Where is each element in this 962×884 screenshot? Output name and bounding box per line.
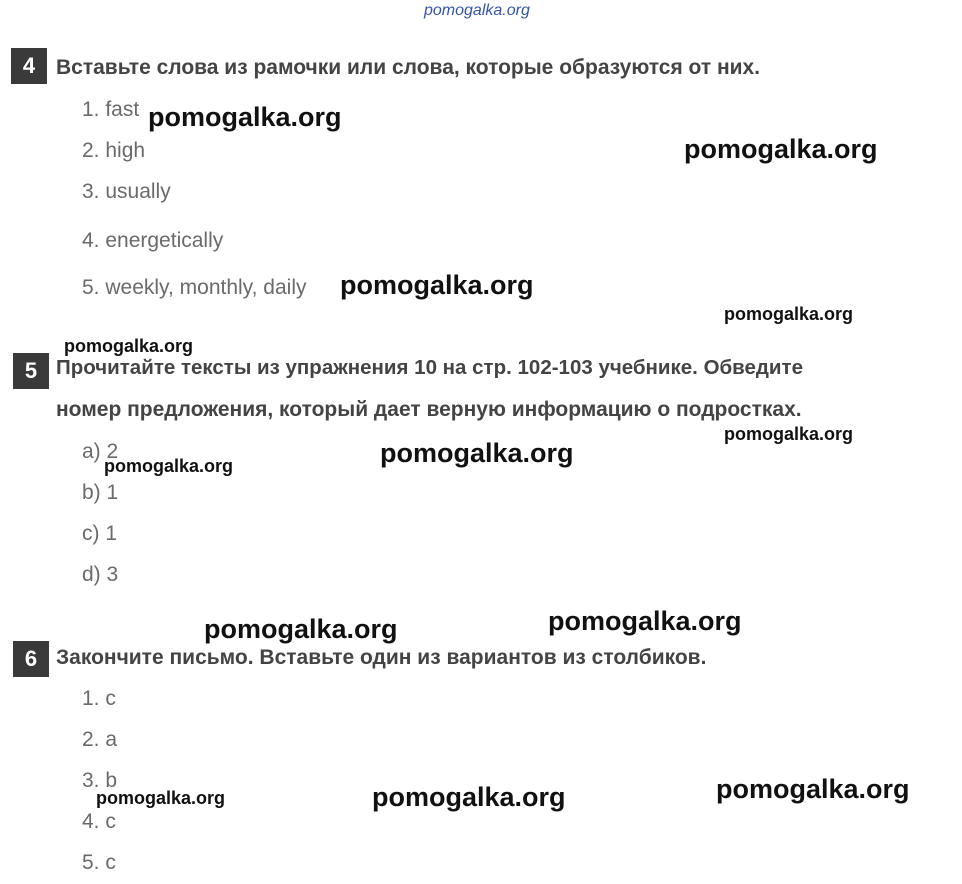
exercise-4-number: 4 xyxy=(11,48,47,84)
exercise-4-instruction: Вставьте слова из рамочки или слова, которые образуются от них. xyxy=(56,56,761,79)
exercise-4-answer-1: 1. fast xyxy=(82,98,140,121)
exercise-5-answer-c: c) 1 xyxy=(82,522,118,545)
watermark: pomogalka.org xyxy=(684,134,878,164)
exercise-6-answer-1: 1. c xyxy=(82,687,116,710)
exercise-6-answer-3: 3. b xyxy=(82,769,118,792)
header-site-label: pomogalka.org xyxy=(424,2,530,19)
watermark: pomogalka.org xyxy=(148,102,342,132)
exercise-6-answer-4: 4. c xyxy=(82,810,116,833)
exercise-4-answer-3: 3. usually xyxy=(82,180,171,203)
exercise-5-answer-d: d) 3 xyxy=(82,563,119,586)
exercise-5-number: 5 xyxy=(13,353,49,389)
exercise-4-answer-4: 4. energetically xyxy=(82,229,224,252)
watermark: pomogalka.org xyxy=(372,782,566,812)
exercise-5-instruction-line-2: номер предложения, который дает верную информацию о подростках. xyxy=(56,398,802,421)
exercise-5-instruction-line-1: Прочитайте тексты из упражнения 10 на стр. 102-103 учебнике. Обведите xyxy=(56,356,803,379)
watermark: pomogalka.org xyxy=(380,438,574,468)
exercise-6-number: 6 xyxy=(13,641,49,677)
exercise-6-instruction: Закончите письмо. Вставьте один из вариантов из столбиков. xyxy=(56,646,707,669)
watermark: pomogalka.org xyxy=(548,606,742,636)
watermark: pomogalka.org xyxy=(64,336,194,356)
exercise-6-answer-2: 2. a xyxy=(82,728,118,751)
watermark: pomogalka.org xyxy=(104,456,234,476)
exercise-6-answer-5: 5. c xyxy=(82,851,116,874)
exercise-5-answer-b: b) 1 xyxy=(82,481,119,504)
exercise-5-answer-a: a) 2 xyxy=(82,440,119,463)
watermark: pomogalka.org xyxy=(724,424,854,444)
watermark: pomogalka.org xyxy=(340,270,534,300)
watermark: pomogalka.org xyxy=(204,614,398,644)
watermark: pomogalka.org xyxy=(96,788,226,808)
watermark: pomogalka.org xyxy=(716,774,910,804)
exercise-4-answer-5: 5. weekly, monthly, daily xyxy=(82,276,307,299)
exercise-4-answer-2: 2. high xyxy=(82,139,146,162)
watermark: pomogalka.org xyxy=(724,304,854,324)
